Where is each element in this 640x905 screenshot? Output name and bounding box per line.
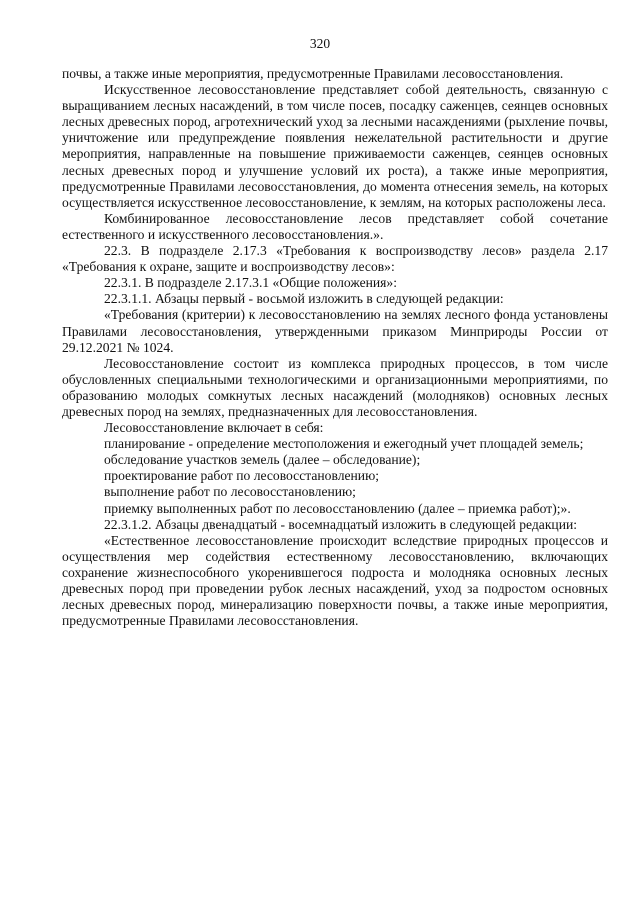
paragraph: 22.3.1.2. Абзацы двенадцатый - восемнадцатый изложить в следующей редакции: <box>104 516 578 532</box>
paragraph: «Естественное лесовосстановление происходит вследствие природных процессов и осуществления мер содействия естественному лесовосстановлению, включающих сохранение жизнеспособного укоренившегося подроста и молодняка основных лесных древесных пород при проведении рубок лесных насаждений, уход за подростом основных лесных древесных пород, минерализацию поверхности почвы, а также иные мероприятия, предусмотренные Правилами лесовосстановления. <box>62 532 608 629</box>
paragraph: планирование - определение местоположения и ежегодный учет площадей земель; <box>104 436 584 452</box>
paragraph: 22.3. В подразделе 2.17.3 «Требования к воспроизводству лесов» раздела 2.17 «Требования к охране, защите и воспроизводству лесов»: <box>62 243 608 275</box>
paragraph: «Требования (критерии) к лесовосстановлению на землях лесного фонда установлены Правилами лесовосстановления, утвержденными приказом Минприроды России от 29.12.2021 № 1024. <box>62 307 608 355</box>
paragraph: Лесовосстановление состоит из комплекса природных процессов, в том числе обусловленных специальными технологическими и организационными мероприятиями, по образованию молодых сомкнутых лесных насаждений (молодняков) основных лесных древесных пород на землях, предназначенных для лесовосстановления. <box>62 355 608 419</box>
paragraph: Лесовосстановление включает в себя: <box>104 420 324 436</box>
paragraph: приемку выполненных работ по лесовосстановлению (далее – приемка работ);». <box>104 500 571 516</box>
paragraph: 22.3.1.1. Абзацы первый - восьмой изложить в следующей редакции: <box>104 291 504 307</box>
paragraph: выполнение работ по лесовосстановлению; <box>104 484 356 500</box>
paragraph: Искусственное лесовосстановление представляет собой деятельность, связанную с выращиванием лесных насаждений, в том числе посев, посадку саженцев, сеянцев основных лесных древесных пород, агротехнический уход за лесными насаждениями (рыхление почвы, уничтожение или предупреждение появления нежелательной растительности и другие мероприятия, направленные на повышение приживаемости саженцев, сеянцев основных лесных древесных пород и улучшение условий их роста), а также иные мероприятия, предусмотренные Правилами лесовосстановления, до момента отнесения земель, на которых осуществляется искусственное лесовосстановление, к землям, на которых расположены леса. <box>62 82 608 210</box>
paragraph: обследование участков земель (далее – обследование); <box>104 452 421 468</box>
paragraph: почвы, а также иные мероприятия, предусмотренные Правилами лесовосстановления. <box>62 66 564 81</box>
paragraph: проектирование работ по лесовосстановлению; <box>104 468 379 484</box>
document-body <box>62 66 608 629</box>
paragraph: Комбинированное лесовосстановление лесов представляет собой сочетание естественного и искусственного лесовосстановления.». <box>62 210 608 242</box>
paragraph: 22.3.1. В подразделе 2.17.3.1 «Общие положения»: <box>104 275 398 291</box>
page-number: 320 <box>309 36 331 51</box>
